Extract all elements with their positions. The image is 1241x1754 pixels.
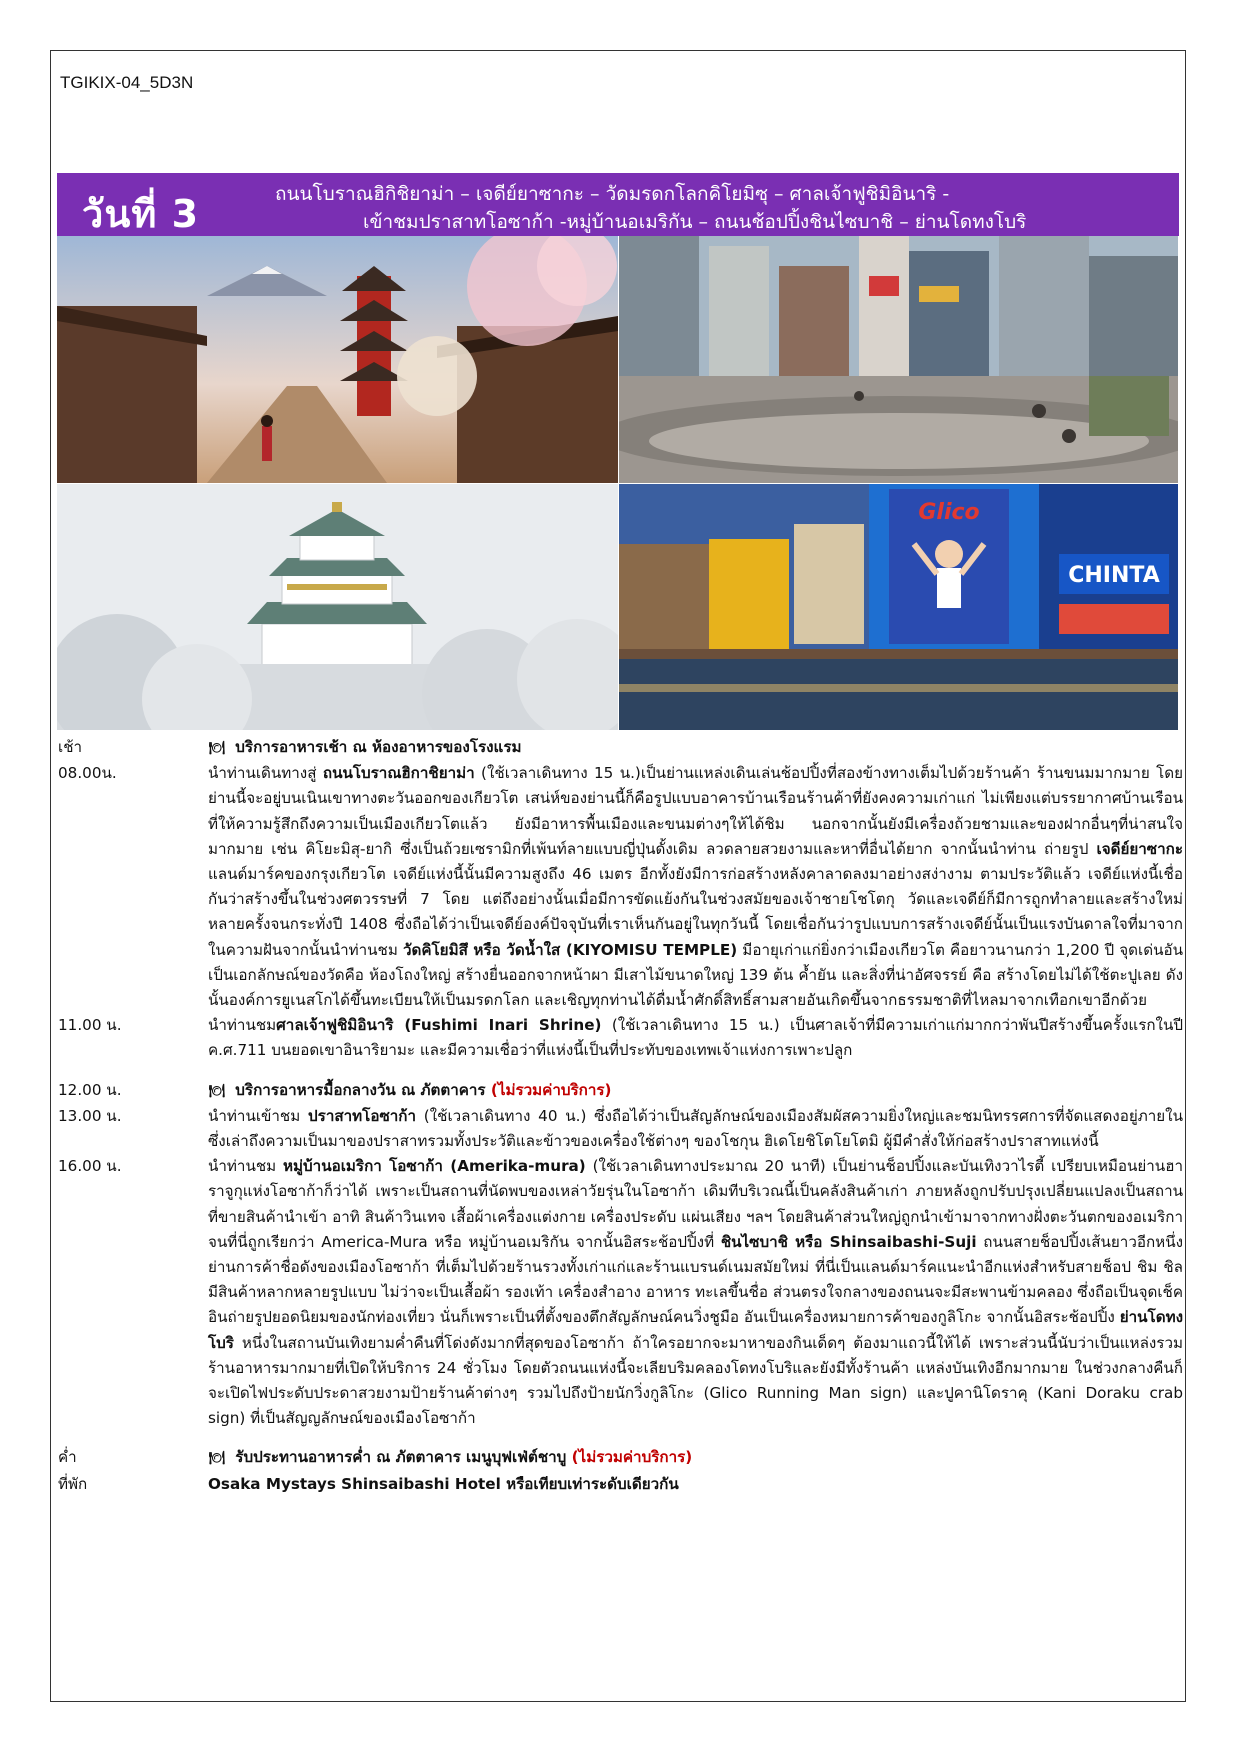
row-gap — [58, 1064, 1183, 1078]
schedule-time: 16.00 น. — [58, 1157, 122, 1176]
schedule-row — [58, 761, 1183, 1013]
meal-icon: 🍽 — [208, 1451, 226, 1467]
schedule-time: ค่ำ — [58, 1448, 77, 1467]
schedule-desc: นำท่านชมศาลเจ้าฟูชิมิอินาริ (Fushimi Inari Shrine) (ใช้เวลาเดินทาง 15 น.) เป็นศาลเจ้าที่มีความเก่าแก่มากกว่าพันปีสร้างขึ้นครั้งแรกในปี ค.ศ.711 บนยอดเขาอินาริยามะ และมีความเชื่อว่าที่แห่งนี้เป็นที่ประทับของเทพเจ้าแห่งการเพาะปลูก — [208, 1016, 1183, 1060]
day-schedule — [58, 735, 1183, 1497]
schedule-time: 11.00 น. — [58, 1016, 122, 1035]
row-gap — [58, 1431, 1183, 1445]
schedule-desc: นำท่านเข้าชม ปราสาทโอซาก้า (ใช้เวลาเดินทาง 40 น.) ซึ่งถือได้ว่าเป็นสัญลักษณ์ของเมืองสัมผัสความยิ่งใหญ่และชมนิทรรศการที่จัดแสดงอยู่ภายใน ซึ่งเล่าถึงความเป็นมาของปราสาทรวมทั้งประวัติและข้าวของเครื่องใช้ต่างๆ ของโชกุน ฮิเดโยชิโตโยโตมิ ผู้มีคำสั่งให้ก่อสร้างปราสาทแห่งนี้ — [208, 1106, 1183, 1151]
schedule-time: เช้า — [58, 738, 83, 756]
schedule-row — [58, 1154, 1183, 1431]
chinta-sign-text: CHINTA — [1068, 563, 1160, 588]
meal-icon: 🍽 — [208, 741, 226, 756]
schedule-time: ที่พัก — [58, 1474, 88, 1493]
day-route-line-1: ถนนโบราณฮิกิชิยาม่า – เจดีย์ยาซากะ – วัดมรดกโลกคิโยมิซุ – ศาลเจ้าฟูชิมิอินาริ - — [275, 183, 950, 205]
schedule-desc: 🍽 รับประทานอาหารค่ำ ณ ภัตตาคาร เมนูบุฟเฟ่ต์ชาบู (ไม่รวมค่าบริการ) — [208, 1445, 1183, 1471]
schedule-time: 13.00 น. — [58, 1106, 122, 1125]
schedule-desc: 🍽 บริการอาหารมื้อกลางวัน ณ ภัตตาคาร (ไม่รวมค่าบริการ) — [208, 1078, 1183, 1104]
photo-dotonbori-night — [619, 484, 1178, 730]
schedule-row — [58, 1472, 1183, 1497]
day-header-bar — [57, 173, 1179, 236]
photo-kyoto-street — [57, 236, 618, 483]
schedule-desc: นำท่านชม หมู่บ้านอเมริกา โอซาก้า (Amerika-mura) (ใช้เวลาเดินทางประมาณ 20 นาที) เป็นย่านช็อปปิ้งและบันเทิงวาไรตี้ เปรียบเหมือนย่านฮาราจูกุแห่งโอซาก้าก็ว่าได้ เพราะเป็นสถานที่นัดพบของเหล่าวัยรุ่นในโอซาก้า เดิมทีบริเวณนี้เป็นคลังสินค้าเก่า ภายหลังถูกปรับปรุงเปลี่ยนแปลงเป็นสถานที่ขายสินค้านำเข้า อาทิ สินค้าวินเทจ เสื้อผ้าเครื่องแต่งกาย เครื่องประดับ แผ่นเสียง ฯลฯ โดยสินค้าส่วนใหญ่ถูกนำเข้ามาจากทางฝั่งตะวันตกของอเมริกา จนที่นี่ถูกเรียกว่า America-Mura หรือ หมู่บ้านอเมริกัน จากนั้นอิสระช้อปปิ้งที่ ชินไซบาชิ หรือ Shinsaibashi-Suji ถนนสายช็อปปิ้งเส้นยาวอีกหนึ่งย่านการค้าชื่อดังของเมืองโอซาก้า ที่เต็มไปด้วยร้านรวงทั้งเก่าแก่และร้านแบรนด์เนมสมัยใหม่ ที่นี่เป็นแลนด์มาร์คแนะนำอีกแห่งสำหรับสายช็อป ชิม ชิล มีสินค้าหลากหลายรูปแบบ ไม่ว่าจะเป็นเสื้อผ้า รองเท้า เครื่องสำอาง อาหาร ทะเลขึ้นชื่อ ส่วนตรงใจกลางของถนนจะมีสะพานข้ามคลอง ซึ่งถือเป็นจุดเช็คอินถ่ายรูปยอดนิยมของนักท่องเที่ยว นั่นก็เพราะเป็นที่ตั้งของตึกสัญลักษณ์คนวิ่งชูมือ อันเป็นเครื่องหมายการค้าของกูลิโกะ จากนั้นอิสระช้อปปิ้ง ย่านโดทงโบริ หนึ่งในสถานบันเทิงยามค่ำคืนที่โด่งดังมากที่สุดของโอซาก้า ถ้าใครอยากจะมาหาของกินเด็ดๆ ต้องมาแถวนี้ให้ได้ เพราะส่วนนี้นับว่าเป็นแหล่งรวมร้านอาหารมากมายที่เปิดให้บริการ 24 ชั่วโมง โดยตัวถนนแห่งนี้จะเลียบริมคลองโดทงโบริและยังมีทั้งร้านค้า แหล่งบันเทิงอีกมากมาย ในช่วงกลางคืนก็จะเปิดไฟประดับประดาสวยงามป้ายร้านค้าต่างๆ รวมไปถึงป้ายนักวิ่งกูลิโกะ (Glico Running Man sign) และปูคานิโดราคุ (Kani Doraku crab sign) ที่เป็นสัญญลักษณ์ของเมืองโอซาก้า — [208, 1157, 1184, 1428]
photo-osaka-castle — [57, 484, 618, 730]
schedule-row — [58, 1078, 1183, 1104]
glico-sign-text: Glico — [918, 500, 980, 525]
schedule-row — [58, 735, 1183, 761]
hotel-name: Osaka Mystays Shinsaibashi Hotel หรือเทียบเท่าระดับเดียวกัน — [208, 1474, 679, 1493]
schedule-time: 08.00น. — [58, 764, 117, 783]
schedule-row — [58, 1104, 1183, 1154]
schedule-desc: นำท่านเดินทางสู่ ถนนโบราณฮิกาชิยาม่า (ใช้เวลาเดินทาง 15 น.)เป็นย่านแหล่งเดินเล่นช้อปปิ้งที่สองข้างทางเต็มไปด้วยร้านค้า ร้านขนมมากมาย โดยย่านนี้จะอยู่บนเนินเขาทางตะวันออกของเกียวโต เสน่ห์ของย่านนี้ก็คือรูปแบบอาคารบ้านเรือนร้านค้าที่ยังคงความเก่าแก่ ไม่เพียงแต่บรรยากาศบ้านเรือนที่ให้ความรู้สึกถึงความเป็นเมืองเกียวโตแล้ว ยังมีอาหารพื้นเมืองและขนมต่างๆให้ได้ชิม นอกจากนั้นยังมีเครื่องถ้วยชามและของฝากอื่นๆที่น่าสนใจมากมาย เช่น คิโยะมิสุ-ยากิ ซึ่งเป็นถ้วยเซรามิกที่เพ้นท์ลายแบบญี่ปุ่นดั้งเดิม ลวดลายสวยงามและหาที่อื่นได้ยาก จากนั้นนำท่าน ถ่ายรูป เจดีย์ยาซากะ แลนด์มาร์คของกรุงเกียวโต เจดีย์แห่งนี้นั้นมีความสูงถึง 46 เมตร อีกทั้งยังมีการก่อสร้างหลังคาลาดลงมาอย่างสง่างาม ตามประวัติแล้ว เจดีย์แห่งนี้เชื่อกันว่าสร้างขึ้นในช่วงศตวรรษที่ 7 โดย แต่ถึงอย่างนั้นเมื่อมีการขัดแย้งกันในช่วงสมัยของเจ้าชายโชโตกุ วัดและเจดีย์ก็มีการถูกทำลายและสร้างใหม่หลายครั้งจนกระทั่งปี 1408 ซึ่งถือได้ว่าเป็นเจดีย์องค์ปัจจุบันที่เราเห็นกันอยู่ในทุกวันนี้ โดยเชื่อกันว่ารูปแบบการสร้างเจดีย์นั้นเป็นแรงบันดาลใจที่มาจากในความฝันจากนั้นนำท่านชม วัดคิโยมิสึ หรือ วัดน้ำใส (KIYOMISU TEMPLE) มีอายุเก่าแก่ยิ่งกว่าเมืองเกียวโต คือยาวนานกว่า 1,200 ปี จุดเด่นอันเป็นเอกลักษณ์ของวัดคือ ห้องโถงใหญ่ สร้างยื่นออกจากหน้าผา มีเสาไม้ขนาดใหญ่ 139 ต้น ค้ำยัน และสิ่งที่น่าอัศจรรย์ คือ สร้างโดยไม่ได้ใช้ตะปูเลย ดังนั้นองค์การยูเนสโกได้ขึ้นทะเบียนให้เป็นมรดกโลก และเชิญทุกท่านได้ดื่มน้ำศักดิ์สิทธิ์สามสายอันเกิดขึ้นจากธรรมชาติที่ไหลมาจากเทือกเขาอีกด้วย — [208, 764, 1184, 1010]
day-route-line-2: เข้าชมปราสาทโอซาก้า -หมู่บ้านอเมริกัน – ถนนช้อปปิ้งชินไซบาชิ – ย่านโดทงโบริ — [363, 211, 1027, 233]
schedule-desc: 🍽 บริการอาหารเช้า ณ ห้องอาหารของโรงแรม — [208, 735, 1183, 761]
document-code: TGIKIX-04_5D3N — [60, 73, 194, 92]
day-label: วันที่ 3 — [82, 192, 200, 236]
schedule-row — [58, 1013, 1183, 1063]
schedule-time: 12.00 น. — [58, 1080, 122, 1099]
photo-osaka-plaza — [619, 236, 1178, 483]
schedule-row — [58, 1445, 1183, 1471]
meal-icon: 🍽 — [208, 1083, 226, 1099]
